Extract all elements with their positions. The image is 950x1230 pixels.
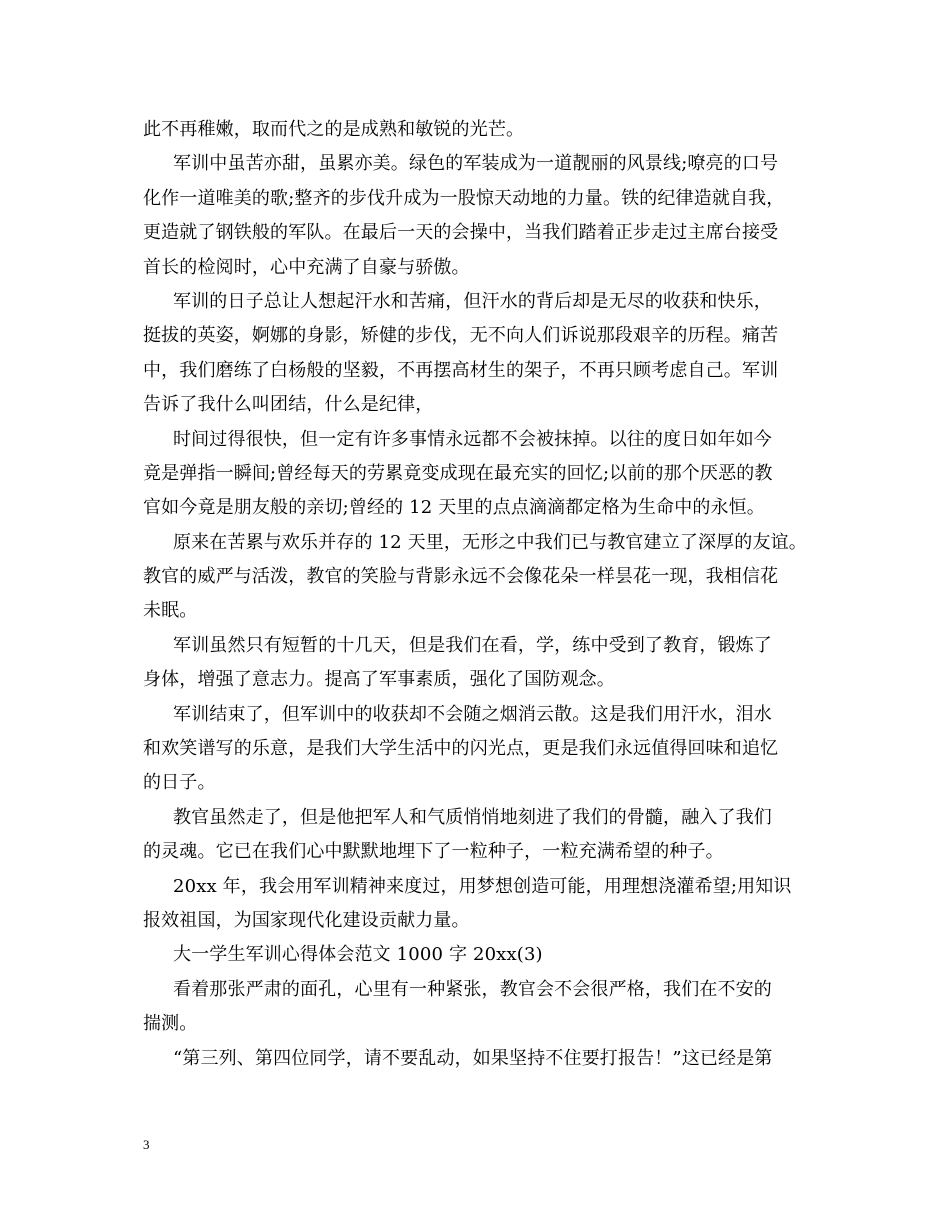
text-line: 军训中虽苦亦甜，虽累亦美。绿色的军装成为一道靓丽的风景线;嘹亮的口号 xyxy=(173,153,779,175)
text-line: 身体，增强了意志力。提高了军事素质，强化了国防观念。 xyxy=(143,669,615,691)
text-line: 告诉了我什么叫团结，什么是纪律， xyxy=(143,394,434,416)
text-line: 挺拔的英姿，婀娜的身影，矫健的步伐，无不向人们诉说那段艰辛的历程。痛苦 xyxy=(143,325,779,347)
text-line: 时间过得很快，但一定有许多事情永远都不会被抹掉。以往的度日如年如今 xyxy=(173,428,772,450)
page-number: 3 xyxy=(143,1137,150,1152)
text-line: 未眠。 xyxy=(143,600,198,622)
text-line: 的日子。 xyxy=(143,772,216,794)
text-line: 首长的检阅时，心中充满了自豪与骄傲。 xyxy=(143,256,470,278)
text-line: 看着那张严肃的面孔，心里有一种紧张，教官会不会很严格，我们在不安的 xyxy=(173,978,772,1000)
text-line: 化作一道唯美的歌;整齐的步伐升成为一股惊天动地的力量。铁的纪律造就自我， xyxy=(143,187,785,209)
document-body xyxy=(143,113,811,1076)
text-line: 原来在苦累与欢乐并存的 12 天里，无形之中我们已与教官建立了深厚的友谊。 xyxy=(173,531,807,553)
text-line: 教官的威严与活泼，教官的笑脸与背影永远不会像花朵一样昙花一现，我相信花 xyxy=(143,566,779,588)
text-line: 大一学生军训心得体会范文 1000 字 20xx(3) xyxy=(173,944,543,966)
text-line: 官如今竟是朋友般的亲切;曾经的 12 天里的点点滴滴都定格为生命中的永恒。 xyxy=(143,497,765,519)
text-line: 更造就了钢铁般的军队。在最后一天的会操中，当我们踏着正步走过主席台接受 xyxy=(143,222,779,244)
text-line: 和欢笑谱写的乐意，是我们大学生活中的闪光点，更是我们永远值得回味和追忆 xyxy=(143,738,779,760)
text-line: 的灵魂。它已在我们心中默默地埋下了一粒种子，一粒充满希望的种子。 xyxy=(143,841,724,863)
text-line: 军训结束了，但军训中的收获却不会随之烟消云散。这是我们用汗水，泪水 xyxy=(173,703,772,725)
text-line: 中，我们磨练了白杨般的坚毅，不再摆高材生的架子，不再只顾考虑自己。军训 xyxy=(143,359,779,381)
text-line: 竟是弹指一瞬间;曾经每天的劳累竟变成现在最充实的回忆;以前的那个厌恶的教 xyxy=(143,462,773,484)
text-line: 揣测。 xyxy=(143,1013,198,1035)
text-line: 此不再稚嫩，取而代之的是成熟和敏锐的光芒。 xyxy=(143,119,525,140)
text-line: 报效祖国，为国家现代化建设贡献力量。 xyxy=(143,909,470,931)
text-line: “第三列、第四位同学，请不要乱动，如果坚持不住要打报告！”这已经是第 xyxy=(173,1047,773,1069)
text-line: 军训的日子总让人想起汗水和苦痛，但汗水的背后却是无尽的收获和快乐， xyxy=(173,290,772,312)
text-line: 20xx 年，我会用军训精神来度过，用梦想创造可能，用理想浇灌希望;用知识 xyxy=(173,875,792,897)
text-line: 教官虽然走了，但是他把军人和气质悄悄地刻进了我们的骨髓，融入了我们 xyxy=(173,806,772,828)
text-line: 军训虽然只有短暂的十几天，但是我们在看，学，练中受到了教育，锻炼了 xyxy=(173,634,772,656)
